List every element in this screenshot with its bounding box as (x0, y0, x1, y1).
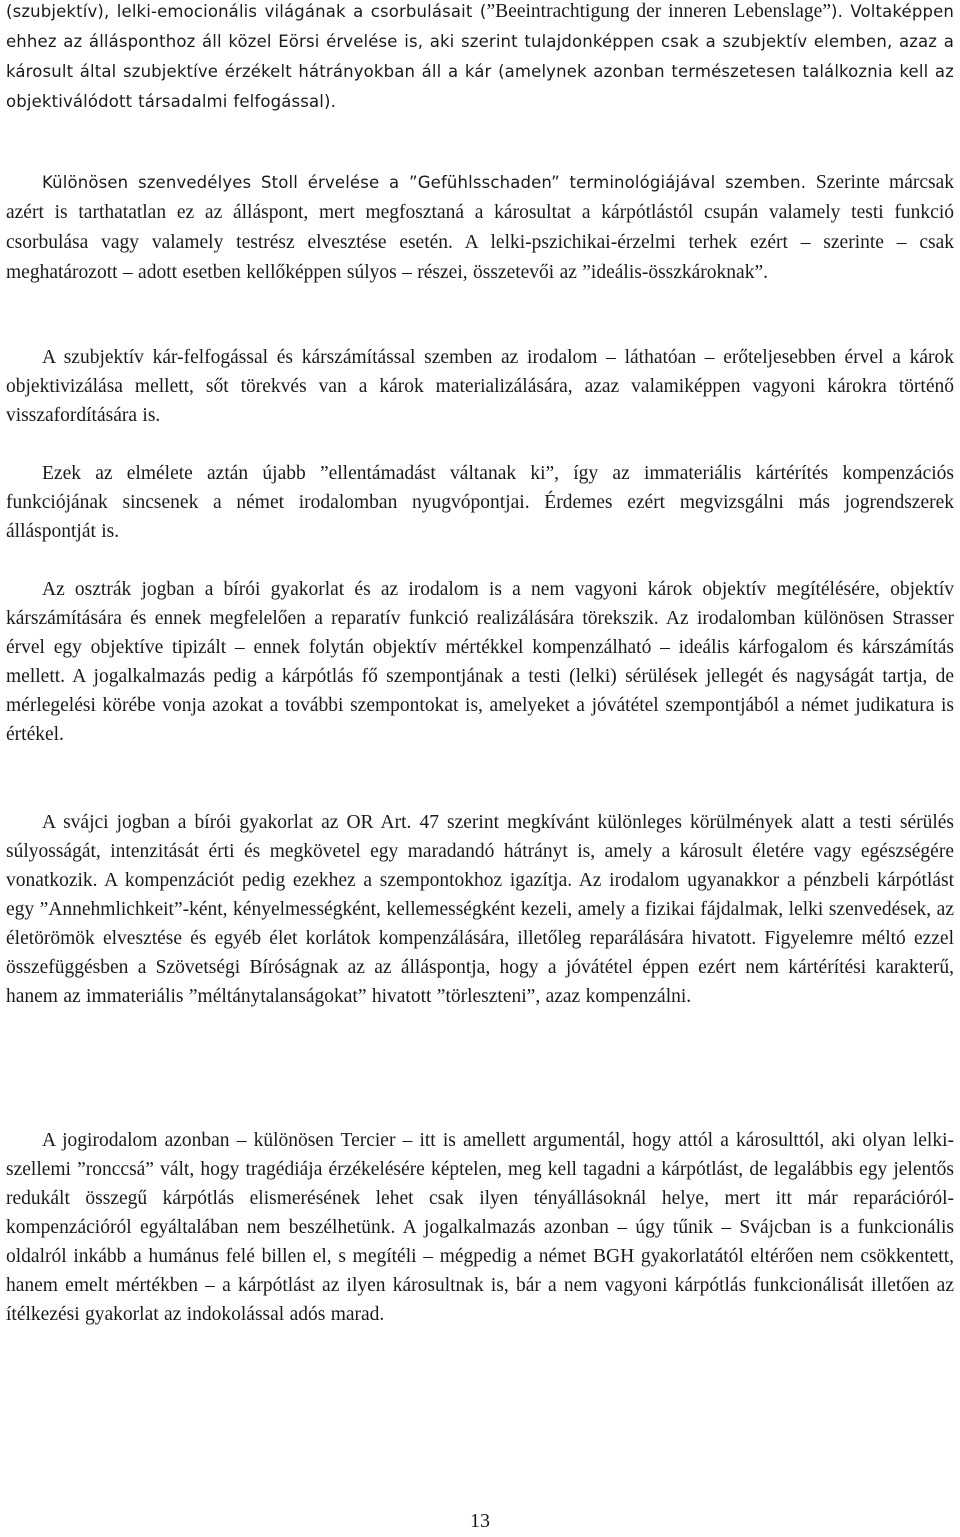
text-segment: Az osztrák jogban a bírói gyakorlat és az irodalom is a nem vagyoni károk objektív megítélésére, objektív kárszámítására és ennek megfelelően a reparatív funkció realizálására törekszik. Az irodalomban különösen Strasser érvel egy objektíve tipizált – ennek folytán objektív mértékkel kompenzálható – ideális kárfogalom és kárszámítás mellett. A jogalkalmazás pedig a kárpótlás fő szempontjának a testi (lelki) sérülések jellegét és nagyságát tartja, de mérlegelési körébe vonja azokat a további szempontokat is, amelyeket a jóvátétel szempontjából a német judikatura is értékel. (6, 579, 954, 745)
text-segment: ). Voltaképpen ehhez az állásponthoz áll közel Eörsi érvelése is, aki szerint tulajdonképpen csak a szubjektív elemben, azaz a károsult által szubjektíve érzékelt hátrányokban áll a kár (amelynek azonban természetesen találkoznia kell az objektiválódott társadalmi felfogással). (6, 2, 954, 111)
text-segment: ”Beeintrachtigung der inneren Lebenslage” (486, 1, 831, 22)
paragraph-5 (6, 575, 954, 749)
paragraph-6 (6, 808, 954, 1011)
paragraph-1 (6, 0, 954, 117)
text-segment: A szubjektív kár-felfogással és kárszámítással szemben az irodalom – láthatóan – erőteljesebben érvel a károk objektivizálása mellett, sőt törekvés van a károk materializálására, azaz valamiképpen vagyoni károkra történő visszafordítására is. (6, 347, 954, 426)
page-number: 13 (470, 1510, 490, 1532)
text-segment: (szubjektív), lelki-emocionális világának a csorbulásait ( (6, 2, 487, 21)
paragraph-4 (6, 459, 954, 546)
text-segment: Ezek az elmélete aztán újabb ”ellentámadást váltanak ki”, így az immateriális kártérítés kompenzációs funkciójának sincsenek a német irodalomban nyugvópontjai. Érdemes ezért megvizsgálni más jogrendszerek álláspontját is. (6, 463, 954, 542)
text-segment: A jogirodalom azonban – különösen Tercier – itt is amellett argumentál, hogy attól a károsulttól, aki olyan lelki-szellemi ”ronccsá” vált, hogy tragédiája érzékelésére képtelen, meg kell tagadni a kárpótlást, de legalábbis egy jelentős redukált összegű kárpótlás elismerésének lehet csak ilyen tényállásoknál helye, mert itt már reparációról-kompenzációról egyáltalában nem beszélhetünk. A jogalkalmazás azonban – úgy tűnik – Svájcban is a funkcionális oldalról inkább a humánus felé billen el, s megítéli – mégpedig a német BGH gyakorlatától eltérően nem csökkentett, hanem emelt mértékben – a kárpótlást az ilyen károsultnak is, bár a nem vagyoni kárpótlás funkcionálisát illetően az ítélkezési gyakorlat az indokolással adós marad. (6, 1130, 954, 1325)
text-segment: Különösen szenvedélyes Stoll érvelése a ”Gefühlsschaden” terminológiájával szemben. (42, 173, 816, 192)
paragraph-3 (6, 343, 954, 430)
paragraph-7 (6, 1126, 954, 1329)
text-segment: A svájci jogban a bírói gyakorlat az OR Art. 47 szerint megkívánt különleges körülmények alatt a testi sérülés súlyosságát, intenzitását érti és megkövetel egy maradandó hátrányt is, amely a károsult életére vagy egészségére vonatkozik. A kompenzációt pedig ezekhez a szempontokhoz igazítja. Az irodalom ugyanakkor a pénzbeli kárpótlást egy ”Annehmlichkeit”-ként, kényelmességként, kellemességként kezeli, amely a fizikai fájdalmak, lelki szenvedések, az életörömök elvesztése és egyéb élet korlátok kompenzálására, illetőleg reparálására hivatott. Figyelemre méltó ezzel összefüggésben a Szövetségi Bíróságnak az az álláspontja, hogy a jóvátétel éppen ezért nem kártérítési karakterű, hanem az immateriális ”méltánytalanságokat” hivatott ”törleszteni”, azaz kompenzálni. (6, 812, 954, 1007)
text-segment: Szerinte márcsak azért is tarthatatlan ez az álláspont, mert megfosztaná a károsultat a kárpótlástól csupán valamely testi funkció csorbulása vagy valamely testrész elvesztése esetén. A lelki-pszichikai-érzelmi terhek ezért – szerinte – csak meghatározott – adott esetben kellőképpen súlyos – részei, összetevői az ”ideális-összkároknak”. (6, 172, 954, 283)
paragraph-2 (6, 168, 954, 288)
